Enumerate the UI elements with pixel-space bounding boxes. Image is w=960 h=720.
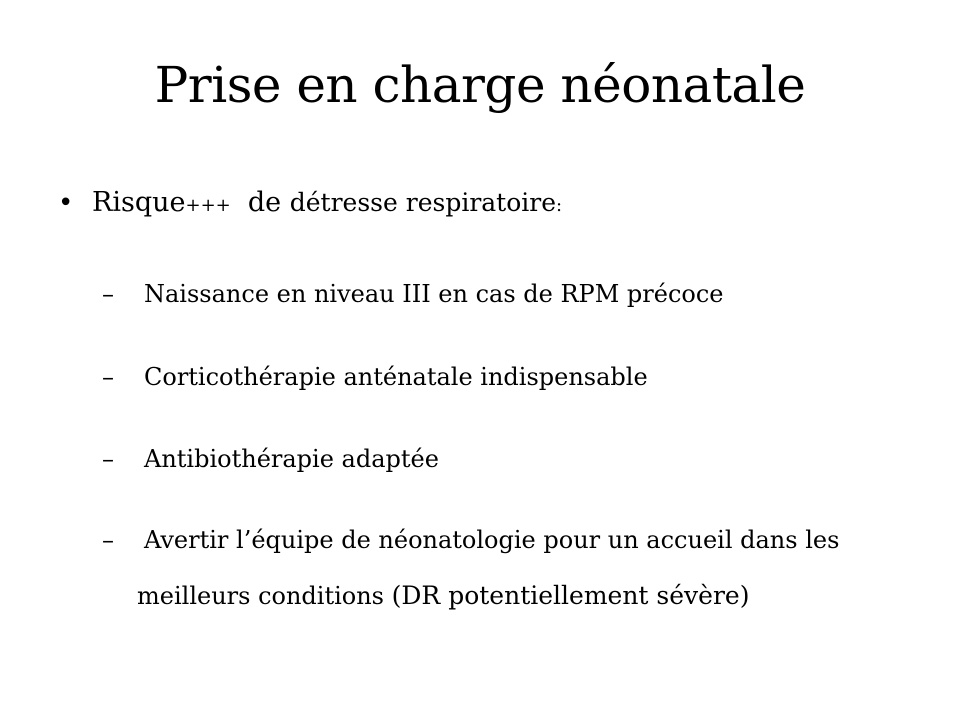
- bullet-emphasis-text: détresse respiratoire: [289, 188, 557, 217]
- sub-item-1: [102, 276, 723, 312]
- sub-item-text: Avertir l’équipe de néonatologie pour un accueil dans les: [144, 526, 840, 554]
- dash-icon: –: [102, 280, 114, 308]
- continuation-emphasis-text: (DR potentiellement sévère): [391, 581, 750, 610]
- sub-item-text: Corticothérapie anténatale indispensable: [144, 363, 648, 391]
- sub-item-text: Naissance en niveau III en cas de RPM précoce: [144, 280, 724, 308]
- dash-icon: –: [102, 445, 114, 473]
- continuation-text: meilleurs conditions: [137, 582, 392, 610]
- bullet-icon: •: [58, 188, 74, 218]
- bullet-connector-text: de: [230, 187, 290, 218]
- main-bullet: [58, 183, 562, 226]
- sub-item-4-continuation: [137, 578, 749, 614]
- bullet-plus-text: +++: [185, 195, 231, 216]
- bullet-lead-text: Risque: [92, 187, 186, 218]
- dash-icon: –: [102, 526, 114, 554]
- sub-item-2: [102, 359, 648, 395]
- sub-item-4: [102, 522, 839, 558]
- sub-item-text: Antibiothérapie adaptée: [144, 445, 439, 473]
- sub-item-3: [102, 441, 439, 477]
- dash-icon: –: [102, 363, 114, 391]
- bullet-colon-text: :: [556, 195, 563, 216]
- slide-title: Prise en charge néonatale: [154, 56, 806, 114]
